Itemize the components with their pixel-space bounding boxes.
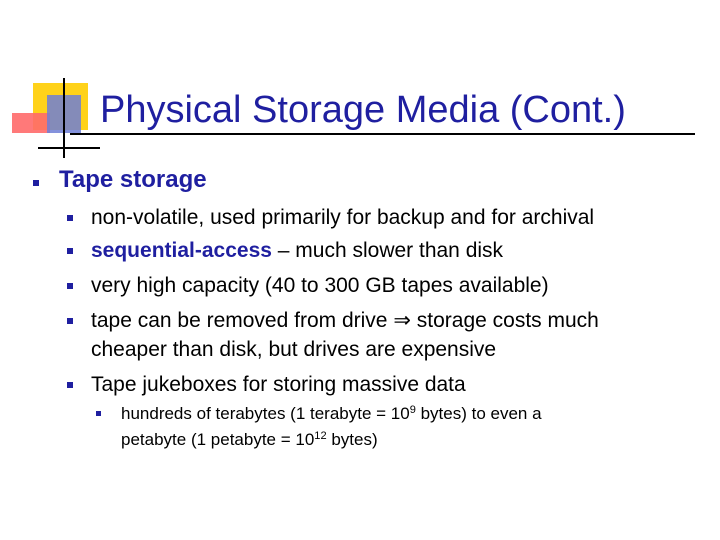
sub-list-item: [121, 402, 542, 426]
list-item-text: – much slower than disk: [271, 239, 504, 262]
list-item: Tape jukeboxes for storing massive data: [91, 373, 466, 396]
list-item-text: tape can be removed from drive: [91, 309, 394, 332]
bullet-square-icon: [96, 411, 101, 416]
implies-arrow-icon: ⇒: [393, 309, 411, 332]
logo-red-bar: [12, 113, 50, 133]
sub-list-item-continuation: [121, 428, 378, 452]
slide-title: Physical Storage Media (Cont.): [100, 89, 626, 131]
logo-horizontal-line: [38, 147, 100, 149]
bullet-square-icon: [67, 215, 73, 221]
term-sequential-access: sequential-access: [91, 239, 272, 262]
title-underline: [70, 133, 695, 135]
bullet-square-icon: [33, 180, 39, 186]
list-item-continuation: cheaper than disk, but drives are expensive: [91, 338, 497, 361]
sub-item-text: hundreds of terabytes (1 terabyte = 10: [121, 404, 410, 423]
bullet-square-icon: [67, 248, 73, 254]
list-item: [91, 235, 503, 267]
bullet-square-icon: [67, 382, 73, 388]
list-item: very high capacity (40 to 300 GB tapes available): [91, 274, 549, 297]
list-item: [91, 305, 599, 337]
list-item-text: storage costs much: [410, 309, 599, 332]
decorative-logo: [0, 0, 100, 170]
exponent: 9: [409, 403, 416, 416]
sub-item-text: petabyte (1 petabyte = 10: [121, 430, 315, 449]
sub-item-text: bytes): [326, 430, 378, 449]
logo-vertical-line: [63, 78, 65, 158]
bullet-square-icon: [67, 318, 73, 324]
bullet-square-icon: [67, 283, 73, 289]
list-item: non-volatile, used primarily for backup and for archival: [91, 206, 595, 229]
heading-tape-storage: Tape storage: [59, 166, 207, 193]
sub-item-text: bytes) to even a: [415, 404, 542, 423]
exponent: 12: [314, 429, 327, 442]
